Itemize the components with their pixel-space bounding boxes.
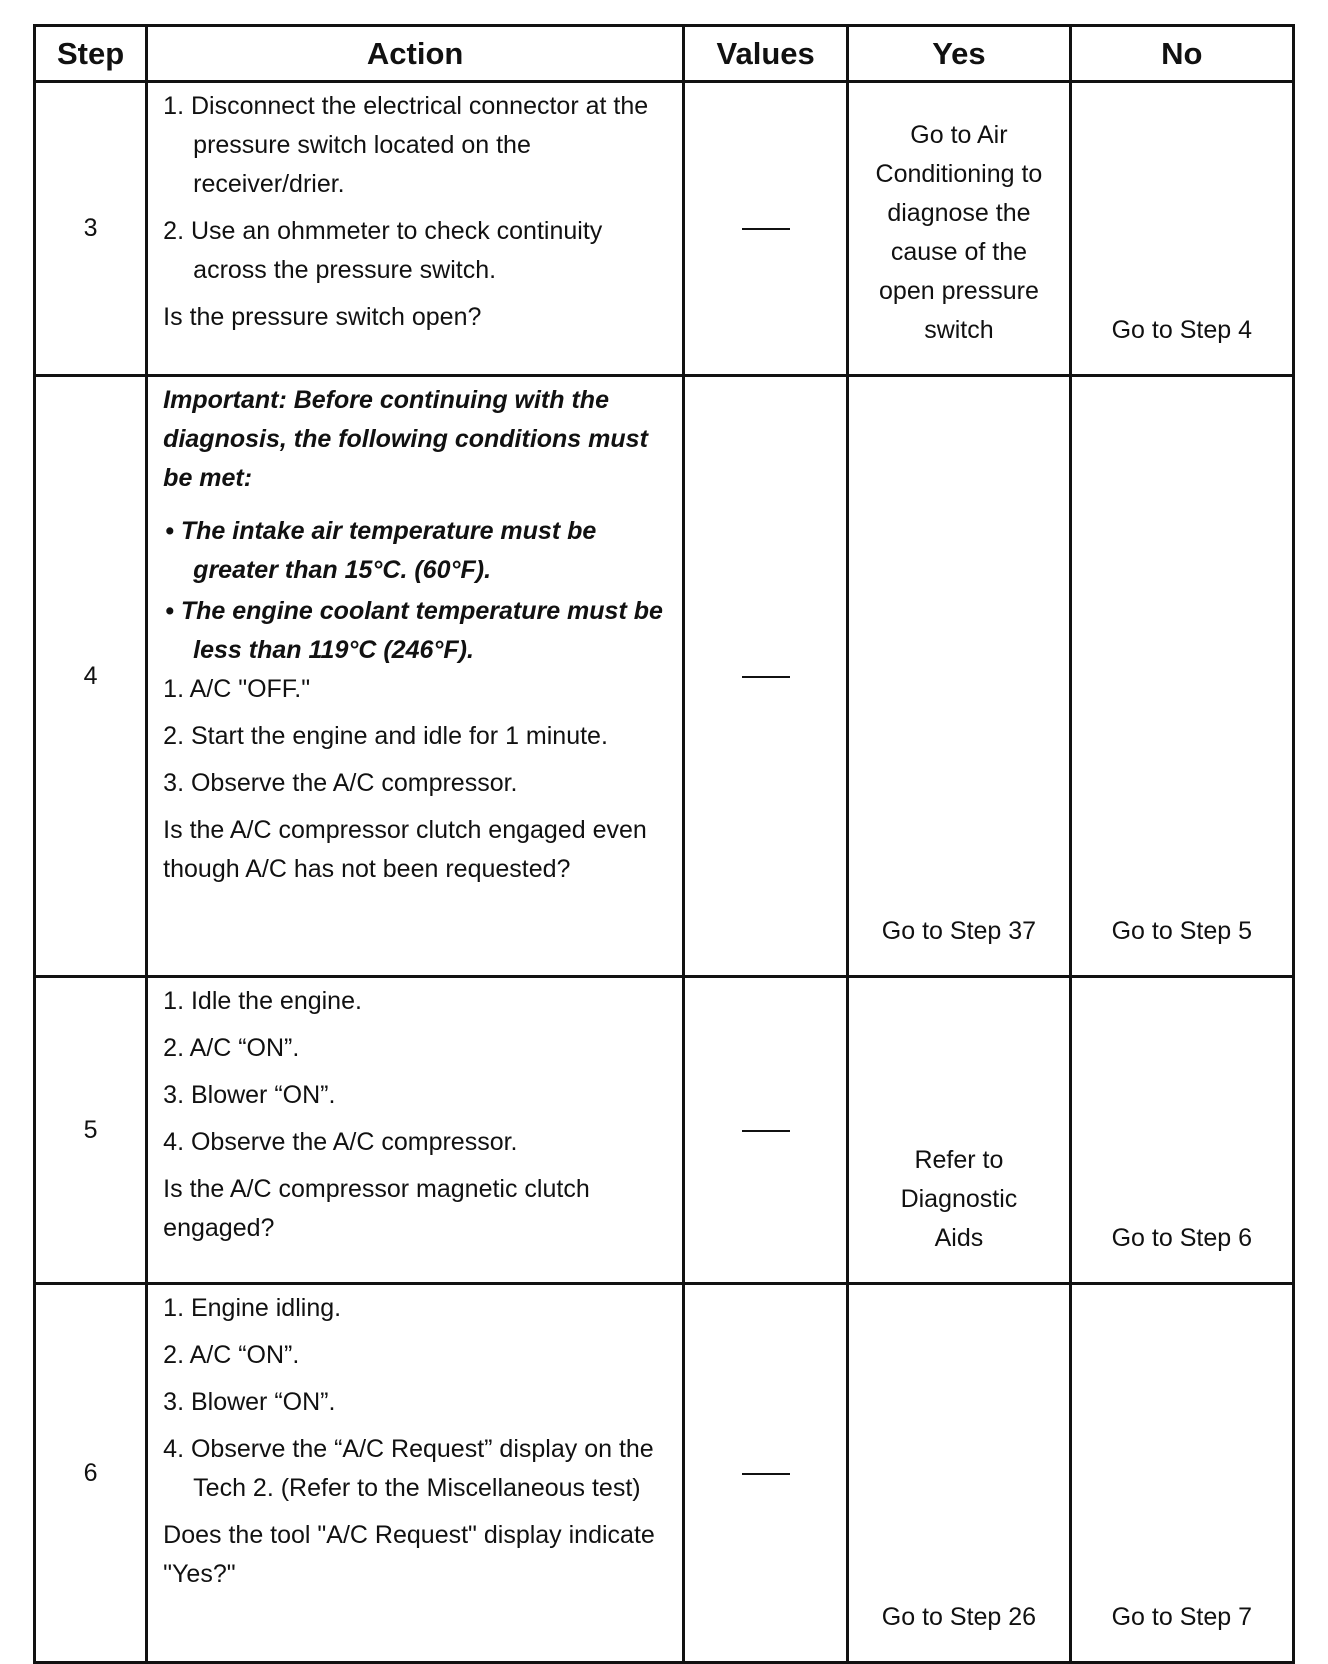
header-step: Step [35,26,147,82]
header-action: Action [147,26,684,82]
table-row [35,82,1294,376]
action-item: 3. Blower “ON”. [163,1388,336,1416]
action-item: 4. Observe the A/C compressor. [163,1128,518,1156]
action-question: Is the A/C compressor clutch engaged even though A/C has not been requested? [163,816,647,883]
action-cell [147,376,684,977]
no-cell: Go to Step 6 [1070,977,1293,1284]
action-item: 1. A/C "OFF." [163,675,311,703]
action-item: 2. Use an ohmmeter to check continuity across the pressure switch. [163,217,603,284]
values-cell [684,82,848,376]
values-cell [684,376,848,977]
yes-cell: Go to Step 26 [848,1284,1070,1663]
table-row [35,977,1294,1284]
yes-cell: Refer to Diagnostic Aids [848,977,1070,1284]
yes-cell: Go to Air Conditioning to diagnose the cause of the open pressure switch [848,82,1070,376]
action-item: 1. Engine idling. [163,1294,342,1322]
dash-mark [742,676,790,678]
yes-cell: Go to Step 37 [848,376,1070,977]
no-cell: Go to Step 5 [1070,376,1293,977]
step-number: 4 [35,376,147,977]
no-cell: Go to Step 4 [1070,82,1293,376]
action-item: 2. A/C “ON”. [163,1034,300,1062]
table-row [35,376,1294,977]
step-number: 3 [35,82,147,376]
step-number: 5 [35,977,147,1284]
header-values: Values [684,26,848,82]
values-cell [684,1284,848,1663]
action-item: 1. Disconnect the electrical connector at the pressure switch located on the receiver/drier. [163,92,649,198]
no-cell: Go to Step 7 [1070,1284,1293,1663]
action-item: 3. Observe the A/C compressor. [163,769,518,797]
dash-mark [742,1473,790,1475]
values-cell [684,977,848,1284]
action-item: 3. Blower “ON”. [163,1081,336,1109]
action-item: 1. Idle the engine. [163,987,362,1015]
action-question: Is the pressure switch open? [163,303,482,331]
action-cell [147,82,684,376]
action-cell [147,1284,684,1663]
condition-bullet: • The intake air temperature must be greater than 15°C. (60°F). [165,517,597,584]
header-row [35,26,1294,82]
dash-mark [742,228,790,230]
action-item: 2. Start the engine and idle for 1 minute. [163,722,608,750]
header-no: No [1070,26,1293,82]
diagnostic-table [33,24,1295,1664]
action-item: 2. A/C “ON”. [163,1341,300,1369]
condition-bullet: • The engine coolant temperature must be less than 119°C (246°F). [165,597,663,664]
step-number: 6 [35,1284,147,1663]
action-item: 4. Observe the “A/C Request” display on the Tech 2. (Refer to the Miscellaneous test) [163,1435,654,1502]
important-note: Important: Before continuing with the diagnosis, the following conditions must be met: [163,386,648,492]
action-cell [147,977,684,1284]
action-question: Is the A/C compressor magnetic clutch engaged? [163,1175,590,1242]
table-row [35,1284,1294,1663]
action-question: Does the tool "A/C Request" display indicate "Yes?" [163,1521,655,1588]
dash-mark [742,1130,790,1132]
header-yes: Yes [848,26,1070,82]
